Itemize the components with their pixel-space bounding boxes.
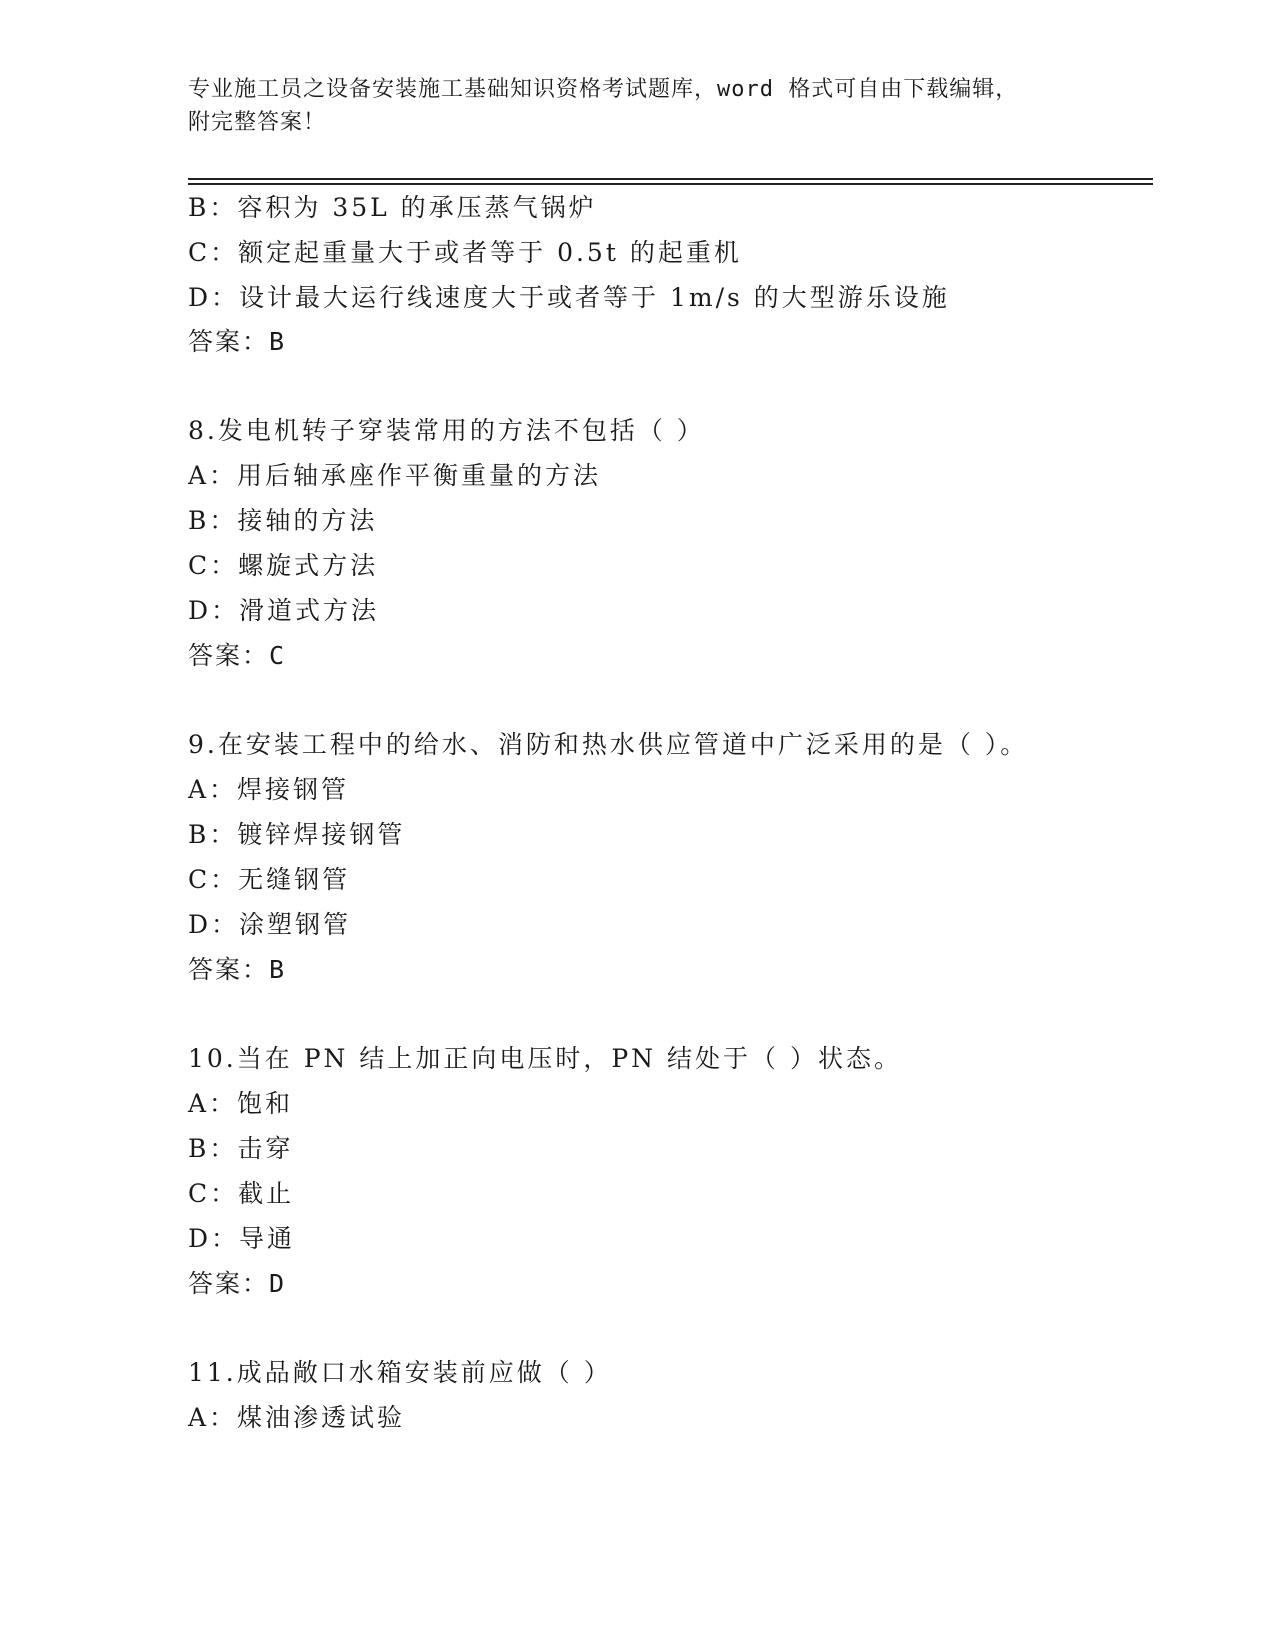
q10-option-d: D：导通 [188, 1224, 296, 1253]
header-divider-bottom [188, 183, 1153, 185]
q8-answer: 答案：C [188, 641, 287, 670]
q9-option-b: B：镀锌焊接钢管 [188, 820, 406, 849]
q10-question: 10.当在 PN 结上加正向电压时，PN 结处于（ ）状态。 [188, 1044, 902, 1073]
q10-option-b: B：击穿 [188, 1134, 294, 1163]
q8-question: 8.发电机转子穿装常用的方法不包括（ ） [188, 416, 705, 445]
q8-option-d: D：滑道式方法 [188, 596, 380, 625]
q10-option-a: A：饱和 [188, 1089, 294, 1118]
header-line-2: 附完整答案！ [188, 110, 327, 135]
document-header [188, 73, 1088, 139]
q9-option-d: D：涂塑钢管 [188, 910, 352, 939]
q9-option-a: A：焊接钢管 [188, 775, 350, 804]
header-divider-top [188, 178, 1153, 180]
q10-answer: 答案：D [188, 1269, 287, 1298]
q8-option-b: B：接轴的方法 [188, 506, 378, 535]
q7-option-d: D：设计最大运行线速度大于或者等于 1m/s 的大型游乐设施 [188, 283, 950, 312]
q8-option-c: C：螺旋式方法 [188, 551, 379, 580]
q9-answer: 答案：B [188, 955, 287, 984]
header-line-1: 专业施工员之设备安装施工基础知识资格考试题库，word 格式可自由下载编辑， [188, 77, 1019, 102]
q7-option-c: C：额定起重量大于或者等于 0.5t 的起重机 [188, 238, 742, 267]
q8-option-a: A：用后轴承座作平衡重量的方法 [188, 461, 602, 490]
q7-option-b: B：容积为 35L 的承压蒸气锅炉 [188, 193, 597, 222]
q11-question: 11.成品敞口水箱安装前应做（ ） [188, 1358, 612, 1387]
q11-option-a: A：煤油渗透试验 [188, 1403, 406, 1432]
q10-option-c: C：截止 [188, 1179, 295, 1208]
q9-option-c: C：无缝钢管 [188, 865, 351, 894]
q9-question: 9.在安装工程中的给水、消防和热水供应管道中广泛采用的是（ ）。 [188, 730, 1029, 759]
q7-answer: 答案：B [188, 327, 287, 356]
